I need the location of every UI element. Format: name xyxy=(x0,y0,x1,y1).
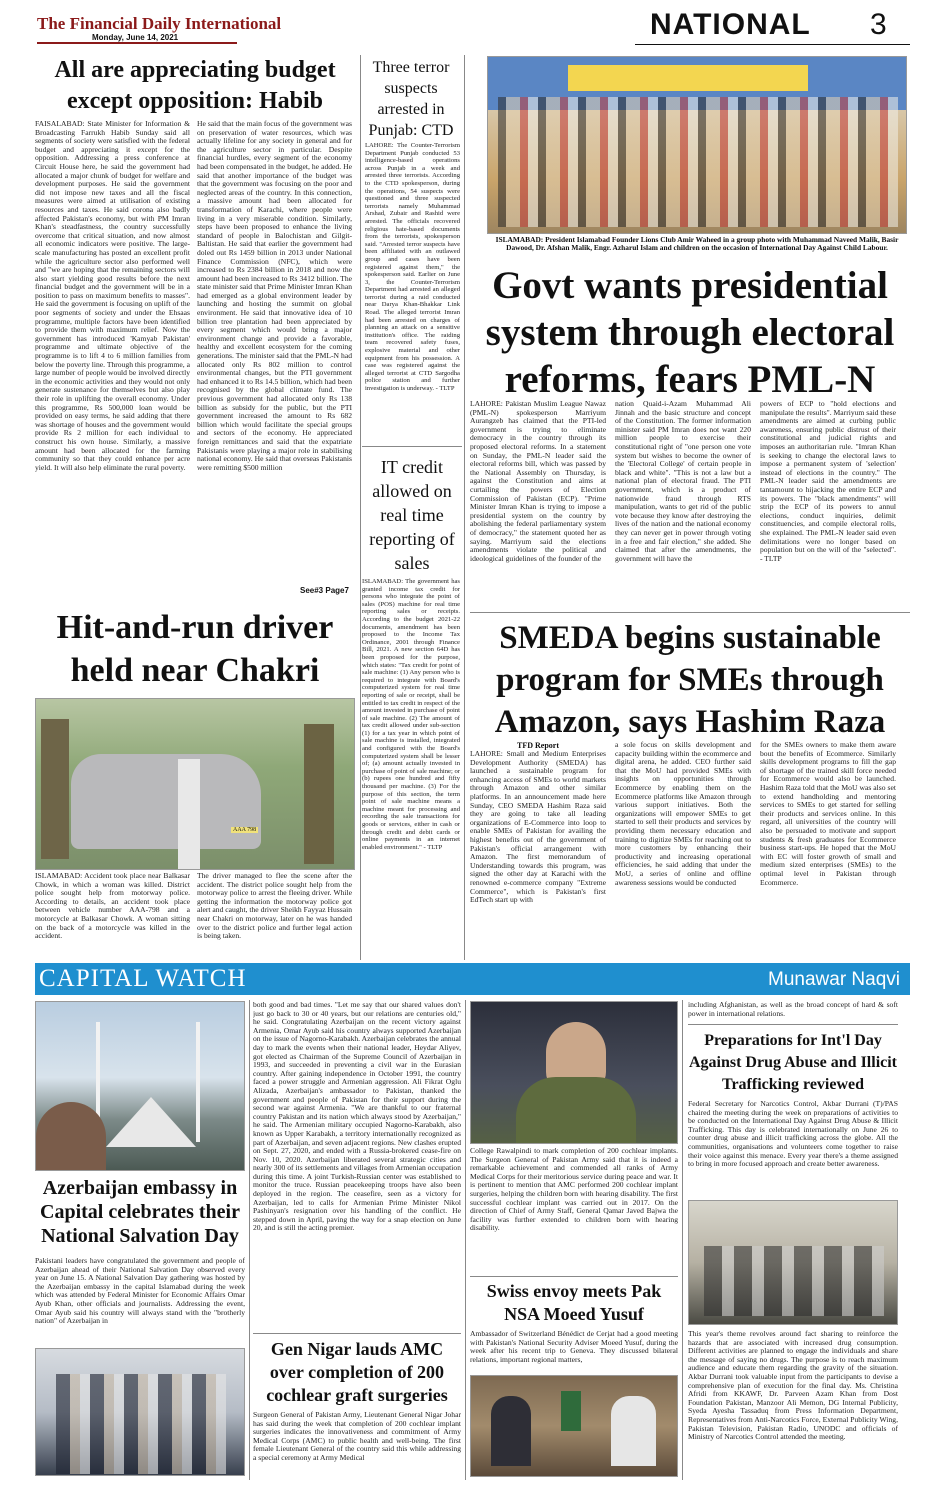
chakri-photo xyxy=(35,698,355,870)
terror-body: LAHORE: The Counter-Terrorism Department Punjab conducted 53 intelligence-based operations across Punjab in a week and arrested three terrorists. According to the CTD spokesperson, during the operations, 54 suspects were questioned and three suspected terrorists namely Muhammad Arshad, Zubair and Rashid were arrested. The officials recovered religious hate-based documents from the terrorists, spokesperson said. "Arrested terror suspects have been affiliated with an outlawed group and cases have been registered against them," the spokesperson said. Earlier on June 3, the Counter-Terrorism Department had arrested an alleged terrorist during a raid conducted near Darya Khan-Bhakkar Link Road. The alleged terrorist Imran had been arrested on charges of planning an attack on a sensitive institution's office. The raiding team recovered safety fuses, explosive material and other equipment from his possession. A case was registered against the alleged terrorist at CTD Sargodha police station and further investigation is underway. - TLTP xyxy=(365,142,460,392)
chakri-headline: Hit-and-run driver held near Chakri xyxy=(56,609,334,689)
car-plate: AAA 798 xyxy=(233,827,257,833)
chakri-col2: The driver managed to flee the scene after the accident. The district police sought help from the motorway police to arrest the fleeing driver. While getting the information the motorway police got alert and caught, the driver Sheikh Fayyaz Hussain near Chakri on motorway, later on he was handed over to the district police and further legal action is being taken. xyxy=(197,872,352,941)
swiss-headline: Swiss envoy meets Pak NSA Moeed Yusuf xyxy=(486,1281,662,1324)
amc-col1: Surgeon General of Pakistan Army, Lieutenant General Nigar Johar has said during the week that completion of 200 cochlear implant surgeries indicates the innovativeness and commitment of Army Medical Corps (AMC) to public health and well-being. The first female Lieutenant General of the country said this while addressing a special ceremony at Army Medical xyxy=(253,1411,461,1462)
habib-headline: All are appreciating budget except opposition: Habib xyxy=(54,57,336,114)
smeda-byline: TFD Report xyxy=(517,741,559,750)
drug-headline: Preparations for Int'l Day Against Drug Abuse and Illicit Trafficking reviewed xyxy=(688,1032,898,1093)
azer-headline: Azerbaijan embassy in Capital celebrates their National Salvation Day xyxy=(40,1177,240,1247)
itcredit-headline: IT credit allowed on real time reporting of sales xyxy=(369,457,455,573)
pmln-col2: nation Quaid-i-Azam Muhammad Ali Jinnah and the basic structure and concept of the Constitution. The former information minister said PM Imran does not want 220 million people to exercise their constitutional right of "one person one vote system but wishes to become the owner of the 'Electoral College' of certain people in black and white". "This is not a law but a national plan of electoral fraud. The PTI government, which is a product of nationwide fraud through RTS manipulation, wants to get rid of the public vote because they know after destroying the lives of the nation and the national economy they can never get in power through voting in a free and fair election," she added. She claimed that after the amendments, the government will have the xyxy=(615,400,751,563)
smeda-col3: for the SMEs owners to make them aware bout the benefits of Ecommerce. Similarly skills development programs to fill the gap of shortage of the trained skill force needed for Ecommerce would also be launched. Hashim Raza told that the MoU was also set to extend handholding and mentoring services to SMEs to get started for selling their products and services online. In this regard, all universities of the country will also be persuaded to motivate and support students & fresh graduates for Ecommerce business start-ups. He hoped that the MoU with EC will foster growth of small and medium sized enterprises (SMEs) to the optimal level in Pakistan through Ecommerce. xyxy=(760,741,896,887)
lions-club-photo xyxy=(487,56,907,234)
lions-caption: ISLAMABAD: President Islamabad Founder Lions Club Amir Waheed in a group photo with Muhammad Naveed Malik, Basir Dawood, Dr. Afshan Malik, Engr. Azharul Islam and children on the occasion of International Day Against Child Labour. xyxy=(495,236,899,253)
amc-col2: College Rawalpindi to mark completion of 200 cochlear implants. The Surgeon General of Pakistan Army said that it is indeed a remarkable achievement and commended all ranks of Army Medical Corps for their meritorious service during peace and war. It is pertinent to mention that AMC performed 200 cochlear implant surgeries, helping the children born with hearing disability. The first successful cochlear implant was carried out in 2017. On the direction of Chief of Army Staff, General Qamar Javed Bajwa the facility was further extended to children born with hearing disability. xyxy=(470,1147,678,1233)
issue-date: Monday, June 14, 2021 xyxy=(92,33,179,42)
swiss-envoy-photo xyxy=(470,1375,678,1477)
smeda-col2: a sole focus on skills development and capacity building within the ecommerce and digital arena, he added. CEO further said that the MoU had provided SMEs with insights on opportunities through Ecommerce by enabling them on the Ecommerce platforms like Amazon through various support initiatives. Both the organizations will empower SMEs to get started to sell their products and services by providing them necessary education and training to digitize SMEs for reaching out to more customers by enhancing their productivity and increasing operational efficiencies, he said adding that under the MoU, a series of online and offline awareness sessions would be conducted xyxy=(615,741,751,887)
column-author: Munawar Naqvi xyxy=(768,969,900,990)
swiss-body: Ambassador of Switzerland Bénédict de Cerjat had a good meeting with Pakistan's National Security Adviser Moeed Yusuf, during the week after his recent trip to Geneva. They discussed bilateral relations, important regional matters, xyxy=(470,1330,678,1364)
smeda-headline: SMEDA begins sustainable program for SMEs through Amazon, says Hashim Raza xyxy=(494,620,886,740)
capital-watch-title: CAPITAL WATCH xyxy=(39,965,247,992)
narcotics-meeting-photo xyxy=(688,1200,898,1325)
drug-body1: Federal Secretary for Narcotics Control, Akbar Durrani (T)/PAS chaired the meeting during the week on preparations of activities to be conducted on the International Day Against Drug Abuse & Illicit Trafficking. This day is celebrated internationally on June 26 to counter drug abuse and illicit trafficking across the globe. All the communities, organisations and volunteers come together to raise their voice against this menace. Every year there's a theme assigned to bring in more focused approach and create better awareness. xyxy=(688,1100,898,1169)
pmln-headline: Govt wants presidential system through electoral reforms, fears PML-N xyxy=(485,264,895,401)
smeda-col1: LAHORE: Small and Medium Enterprises Development Authority (SMEDA) has launched a sustainable program for enhancing access of SMEs to world markets through Amazon and other similar platforms. In an announcement made here Sunday, CEO SMEDA Hashim Raza said they are going to take all leading organizations of E-Commerce into loop to enable SMEs of Pakistan for availing the highest benefits out of the government of Pakistan's official arrangement with Amazon. The first memorandum of Understanding towards this program, was signed the other day at Karachi with the renowned e-commerce company "Extreme Commerce", which is Pakistan's first EdTech start up with xyxy=(470,750,606,905)
habib-col2: He said that the main focus of the government was on preservation of water resources, which was actually lifeline for any society in general and for the agriculture sector in particular. Despite financial hurdles, every segment of the economy had been compensated in the budget, he added. He said that another importance of the budget was that the government was focusing on the poor and neglected areas of the country. In this connection, a massive amount had been allocated for transformation of Karachi, where people were living in a very miserable condition. Similarly, steps have been proposed to enhance the living standard of people in Balochistan and Gilgit-Baltistan. He said that earlier the government had doled out Rs 1459 billion in 2013 under National Finance Commission (NFC), which were increased to Rs 2384 billion in 2018 and now the amount had been increased to Rs 3412 billion. The state minister said that Prime Minister Imran Khan had emerged as a global environment leader by launching and hosting the summit on global environment. He said that innovative idea of 10 billion tree plantation had been appreciated by every segment which would bring a major environment change and provide a favorable, healthy and excellent ecosystem for the coming generations. The minister said that the PML-N had allocated only Rs 802 million to control environmental changes, but the PTI government had enhanced it to Rs 14.5 billion, which had been recognised by the global climate fund. The previous government had allocated only Rs 138 billion as subsidy for the public, but the PTI government increased the amount to Rs 682 billion which would facilitate the special groups and sectors of the economy. He appreciated foreign remittances and said that the expatriate Pakistanis were playing a major role in stabilising national economy. He said that overseas Pakistanis were remitting $500 million xyxy=(197,120,352,472)
capital-watch-banner xyxy=(35,963,910,995)
drug-top: including Afghanistan, as well as the broad concept of hard & soft power in international relations. xyxy=(688,1001,898,1018)
habib-continued: See#3 Page7 xyxy=(300,586,349,595)
chakri-col1: ISLAMABAD: Accident took place near Balkasar Chowk, in which a woman was killed. District police sought help from motorway police. According to details, an accident took place between vehicle number AAA-798 and a motorcycle at Balkasar Chowk. A woman sitting on the back of a motorcycle was killed in the accident. xyxy=(35,872,190,941)
azer-col1: Pakistani leaders have congratulated the government and people of Azerbaijan ahead of their National Salvation Day observed every year on June 15. A National Salvation Day gathering was hosted by the Azerbaijan embassy in the capital Islamabad during the week which was attended by Federal Minister for Economic Affairs Omar Ayub Khan, other officials and journalists. Addressing the event, Omar Ayub said his country will always stand with the "brotherly nation" of Azerbaijan in xyxy=(35,1257,245,1326)
itcredit-body: ISLAMABAD: The government has granted income tax credit for persons who integrate the point of sales (POS) machine for real time reporting sales or receipts. According to the budget 2021-22 documents, amendment has been proposed to the Income Tax Ordinance, 2001 through Finance Bill, 2021. A new section 64D has been proposed for the purpose, which states: "Tax credit for point of sale machine: (1) Any person who is required to integrate with Board's computerized system for real time reporting of sale or receipt, shall be entitled to tax credit in respect of the amount invested in purchase of point of sale machine. (2) The amount of tax credit allowed under sub-section (1) for a tax year in which point of sale machine is installed, integrated and configured with the Board's computerized system shall be lesser of; (a) amount actually invested in purchase of point of sale machine; or (b) rupees one hundred and fifty thousand per machine. (3) For the purpose of this section, the term point of sale machine means a machine meant for processing and recording the sale transactions for goods or services, either in cash or through credit and debit cards or online payments in an internet enabled environment." - TLTP xyxy=(362,578,460,851)
amc-headline: Gen Nigar lauds AMC over completion of 200 cochlear graft surgeries xyxy=(266,1339,448,1405)
page-number: 3 xyxy=(870,8,887,41)
section-label: NATIONAL xyxy=(650,8,811,41)
islamabad-mosque-photo xyxy=(35,1001,245,1171)
pmln-col1: LAHORE: Pakistan Muslim League Nawaz (PML-N) spokesperson Marriyum Aurangzeb has claimed that the PTI-led government is trying to eliminate democracy in the country through its proposed electoral reforms. In a statement on Sunday, the PML-N leader said the electoral reforms bill, which was passed by the National Assembly on Thursday, is against the Constitution and aims at curtailing the powers of Election Commission of Pakistan (ECP). "Prime Minister Imran Khan is trying to impose a presidential system on the country by abolishing the federal parliamentary system of democracy," the statement quoted her as saying. Marriyum said the elections amendments violate the political and ideological guidelines of the founder of the xyxy=(470,400,606,563)
azer-col2: both good and bad times. "Let me say that our shared values don't just go back to 30 or 40 years, but our relations are centuries old," he said. Congratulating Azerbaijan on the recent victory against Armenia, Omar Ayub said his country always supported Azerbaijan on the issue of Nagorno-Karabakh. Azerbaijan celebrates the annual day to mark the events when their national leader, Heydar Aliyev, got elected as Chairman of the Supreme Council of Azerbaijan in 1993, and succeeded in preventing a civil war in the Eurasian country. After gaining independence in October 1991, the country faced a power struggle and Armenian aggression. Ali Fikrat Oglu Alizada, Azerbaijan's ambassador to Pakistan, thanked the government and people of Pakistan for their support during the second war against Armenia. "We are thankful to our fraternal country Pakistan and its nation which always stood by Azerbaijan," he said. The Armenian military occupied Nagorno-Karabakh, also known as Upper Karabakh, a territory internationally recognized as part of Azerbaijan, and seven adjacent regions. New clashes erupted on Sept. 27, 2020, and ended with a Russia-brokered cease-fire on Nov. 10, 2020. Azerbaijan liberated several strategic cities and nearly 300 of its settlements and villages from Armenian occupation during this time. A joint Turkish-Russian center was established to monitor the truce. Russian peacekeeping troops have also been deployed in the region. The ceasefire, seen as a victory for Azerbaijan, led to calls for Armenian Prime Minister Nikol Pashinyan's resignation over his handling of the conflict. He stepped down in April, paving the way for a snap election on June 20, and is still the acting premier. xyxy=(253,1001,461,1233)
drug-body2: This year's theme revolves around fact sharing to reinforce the hazards that are associated with increased drug consumption. Different activities are planned to engage the individuals and share the message of saying no drugs. The purpose is to reach maximum audience and educate them regarding the gravity of the situation. Akbar Durrani took valuable input from the participants to devise a comprehensive plan of execution for the final day. Ms. Christina Afridi from KKAWF, Dr. Parveen Azam Khan from Dost Foundation Pakistan, Manzoor Ali Memon, DG Internal Publicity, Syeda Ayesha Tassaduq from Press Information Department, Representatives from Anti-Narcotics Force, External Publicity Wing, Pakistan Television, Pakistan Radio, UNODC and officials of Ministry of Narcotics Control attended the meeting. xyxy=(688,1330,898,1442)
habib-col1: FAISALABAD: State Minister for Information & Broadcasting Farrukh Habib Sunday said all segments of society were satisfied with the federal budget and appreciating it except for the opposition. Addressing a press conference at Circuit House here, he said the government had allocated a major chunk of budget for welfare and development purposes. He said the government did not impose new taxes and all the fiscal measures were aimed at utilisation of existing resources and taxes. He said corona also badly affected Pakistan's economy, but with PM Imran Khan's steadfastness, the country successfully overcome that critical situation, and now almost all economic indicators were positive. The large-scale manufacturing has posted an excellent profit while the agriculture sector also performed well and "we are hoping that the remaining sectors will also start yielding good results before the next financial budget and the government will be in a position to pass on maximum benefits to masses". He said the government is focusing on uplift of the poor segments of society and under the Ehsaas programme, multiple factors have been identified to provide them with maximum relief. Now the government has introduced 'Kamyab Pakistan' programme and ultimate objective of the programme is to lift 4 to 6 million families from below the poverty line. Through this programme, a large number of people would be involved directly in the economic activities and they would not only generate sustenance for themselves but also play their role in uplifting the overall economy. Under this programme, Rs 500,000 loan would be provided on easy terms, he said adding that there was shortage of houses and the government would provide Rs 2 million for each individual to construct his own house. Similarly, a massive amount had been allocated for the farming community so that they could enhance per acre yield. It will also help eliminate the rural poverty. xyxy=(35,120,190,472)
masthead xyxy=(0,0,945,45)
azerbaijan-event-photo xyxy=(35,1348,245,1476)
gen-nigar-photo xyxy=(470,1001,678,1144)
paper-name: The Financial Daily International xyxy=(37,14,282,33)
pmln-col3: powers of ECP to "hold elections and manipulate the results". Marriyum said these amendments are aimed at curbing public awareness, ensuring public distrust of their constitutional and judicial rights and imposes an authoritarian rule. "Imran Khan is seeking to change the electoral laws to impose a permanent system of 'selection' instead of elections in the country." The PML-N leader said the amendments are tantamount to hijacking the entire ECP and its powers. The "black amendments" will strip the ECP of its powers to annul elections, conduct inquiries, delimit constituencies, and compile electoral rolls, she explained. The PML-N leader said even delimitations were no longer based on population but on the will of the "selected". - TLTP xyxy=(760,400,896,563)
terror-headline: Three terror suspects arrested in Punjab: CTD xyxy=(368,59,454,139)
